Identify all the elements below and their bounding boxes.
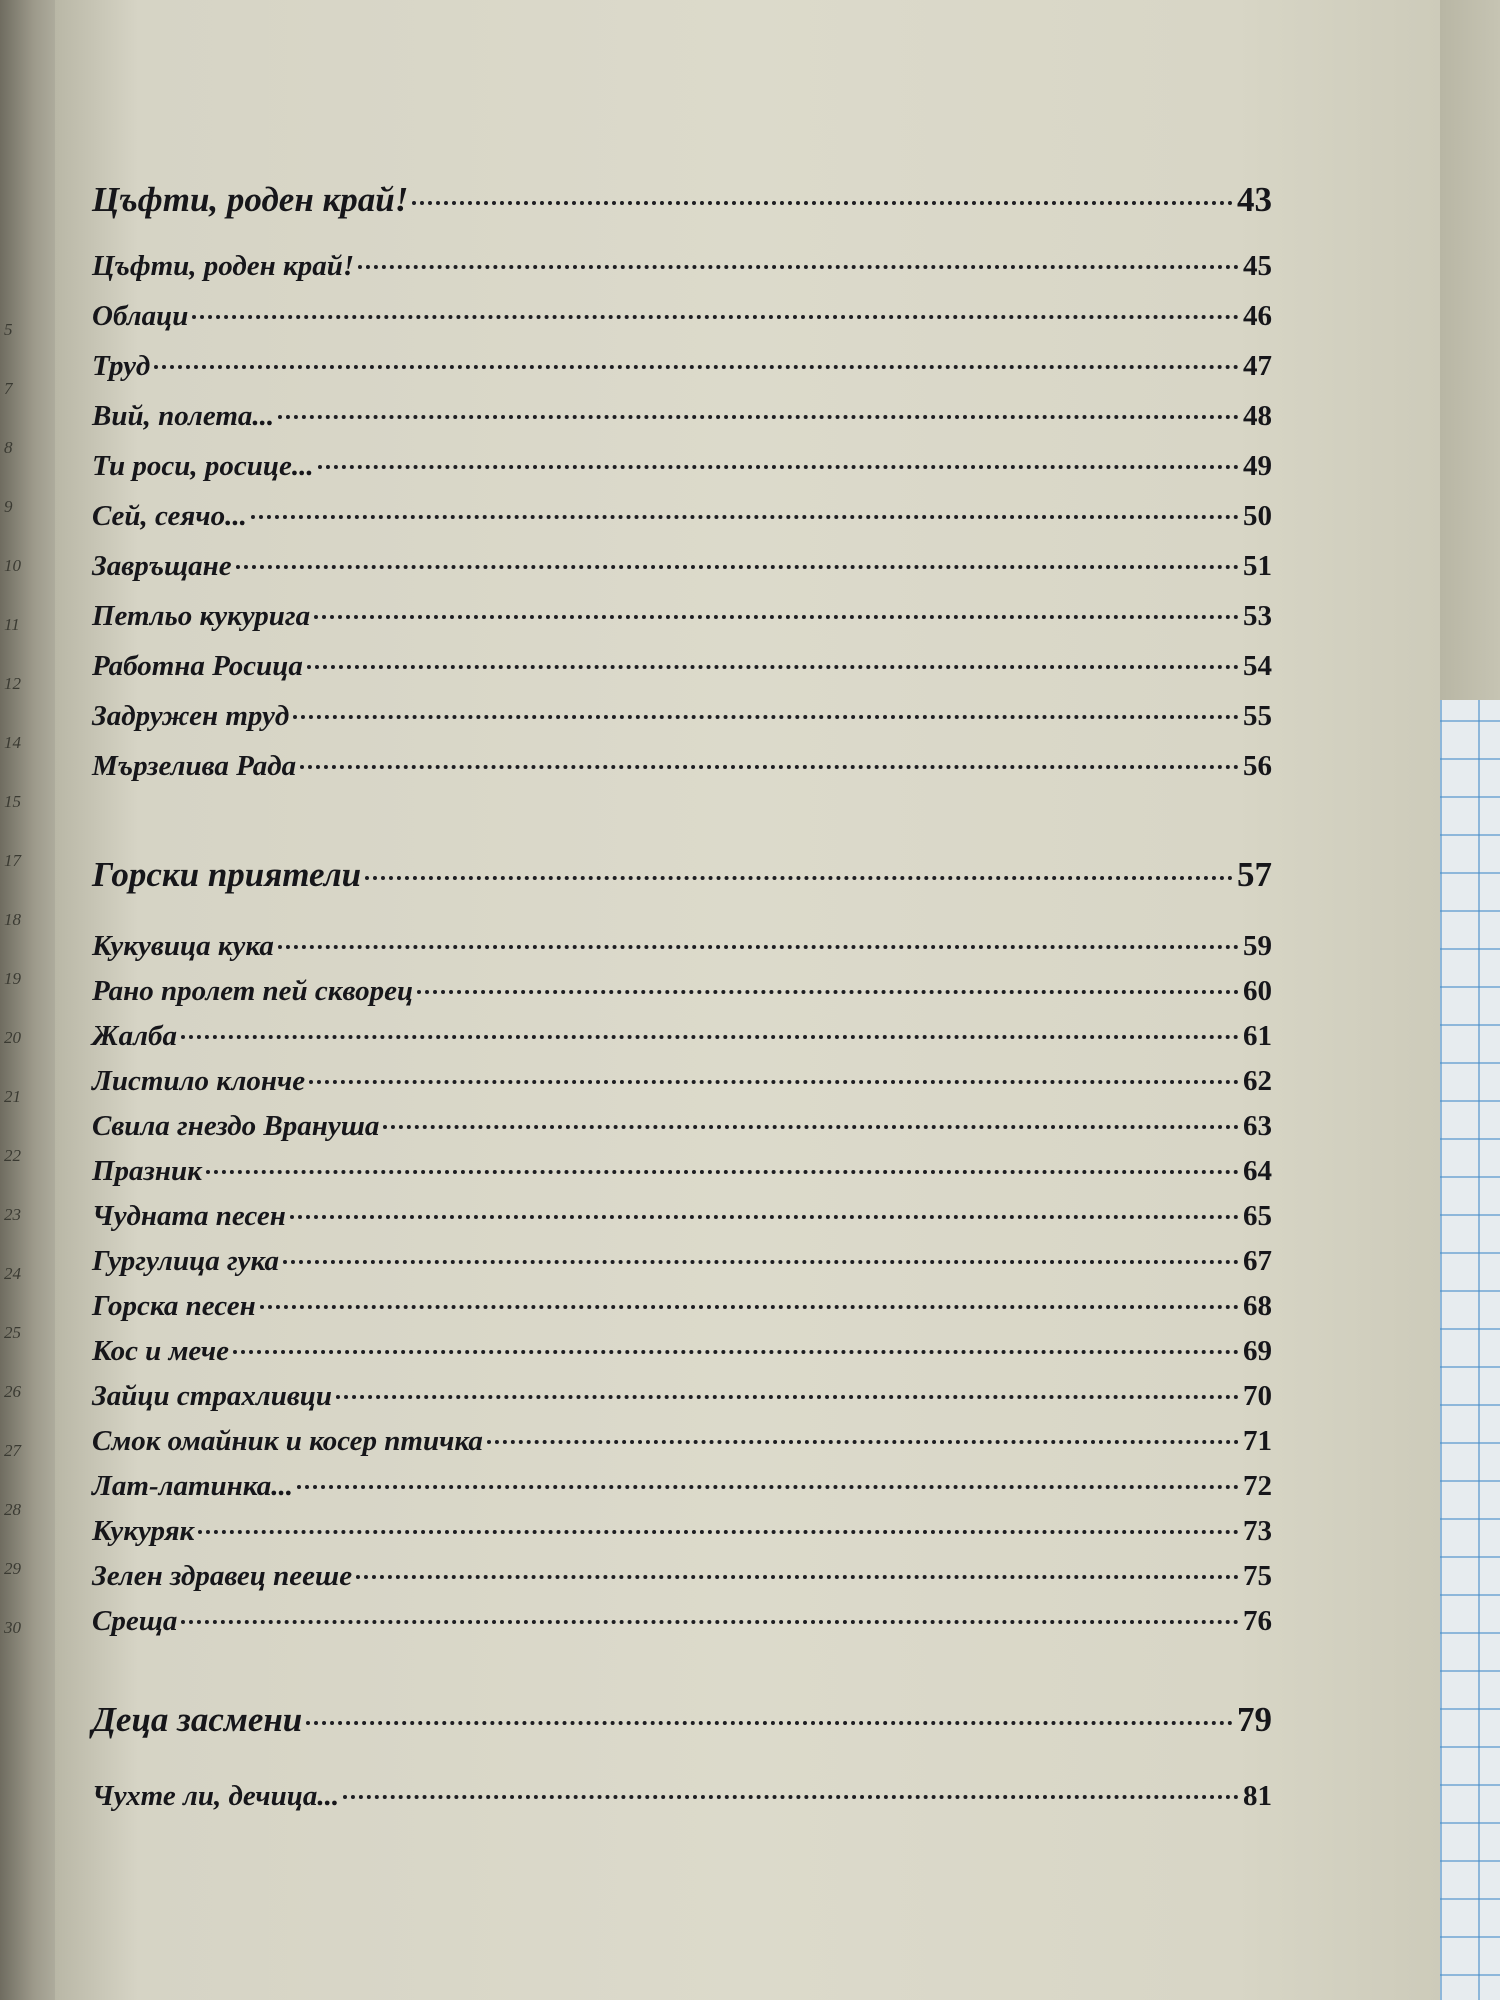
toc-entry-title: Задружен труд (92, 700, 290, 732)
dot-leader (198, 1530, 1239, 1534)
toc-entry (92, 1290, 1272, 1323)
toc-entry (92, 1110, 1272, 1143)
toc-entry-title: Чухте ли, дечица... (92, 1780, 340, 1812)
margin-number: 17 (4, 851, 21, 870)
toc-entry-title: Среща (92, 1605, 178, 1637)
margin-number: 23 (4, 1205, 21, 1224)
dot-leader (293, 715, 1239, 719)
toc-entry-page-number: 64 (1243, 1155, 1272, 1187)
dot-leader (314, 615, 1239, 619)
toc-entry (92, 975, 1272, 1008)
dot-leader (318, 465, 1239, 469)
dot-leader (306, 1721, 1233, 1725)
toc-entry-title: Мързелива Рада (92, 750, 297, 782)
margin-number: 22 (4, 1146, 21, 1165)
dot-leader (417, 990, 1239, 994)
dot-leader (181, 1620, 1239, 1624)
margin-number: 10 (4, 556, 21, 575)
toc-entry-title: Кукуряк (92, 1515, 195, 1547)
toc-entry-title: Сей, сеячо... (92, 500, 247, 532)
toc-entry-title: Завръщане (92, 550, 232, 582)
section-heading-page-number: 57 (1237, 855, 1272, 894)
dot-leader (309, 1080, 1239, 1084)
toc-entry-title: Празник (92, 1155, 202, 1187)
previous-page-numbers (0, 0, 40, 2000)
toc-entry-title: Лат-латинка... (92, 1470, 294, 1502)
toc-entry (92, 1560, 1272, 1593)
margin-number: 14 (4, 733, 21, 752)
section-heading (92, 180, 1272, 220)
dot-leader (192, 315, 1239, 319)
toc-entry (92, 750, 1272, 783)
toc-entry-page-number: 69 (1243, 1335, 1272, 1367)
dot-leader (412, 201, 1233, 205)
toc-entry-page-number: 55 (1243, 700, 1272, 732)
toc-entry-title: Работна Росица (92, 650, 303, 682)
margin-number: 20 (4, 1028, 21, 1047)
toc-entry-page-number: 46 (1243, 300, 1272, 332)
toc-entry-page-number: 51 (1243, 550, 1272, 582)
grid-paper-background (1440, 0, 1500, 2000)
toc-entry (92, 1780, 1272, 1813)
dot-leader (307, 665, 1239, 669)
toc-entry-title: Труд (92, 350, 151, 382)
margin-number: 29 (4, 1559, 21, 1578)
toc-entry-page-number: 68 (1243, 1290, 1272, 1322)
toc-entry-title: Цъфти, роден край! (92, 250, 355, 282)
dot-leader (336, 1395, 1239, 1399)
margin-number: 18 (4, 910, 21, 929)
toc-entry-title: Облаци (92, 300, 189, 332)
toc-entry-title: Смок омайник и косер птичка (92, 1425, 483, 1457)
dot-leader (290, 1215, 1239, 1219)
toc-entry (92, 350, 1272, 383)
toc-entry (92, 250, 1272, 283)
toc-entry-page-number: 65 (1243, 1200, 1272, 1232)
dot-leader (356, 1575, 1239, 1579)
dot-leader (233, 1350, 1239, 1354)
toc-entry (92, 500, 1272, 533)
toc-entry (92, 1065, 1272, 1098)
section-heading-title: Горски приятели (92, 855, 362, 894)
toc-entry-page-number: 73 (1243, 1515, 1272, 1547)
margin-number: 24 (4, 1264, 21, 1283)
toc-entry (92, 1425, 1272, 1458)
toc-entry (92, 700, 1272, 733)
toc-entry (92, 1155, 1272, 1188)
toc-entry (92, 450, 1272, 483)
toc-entry (92, 600, 1272, 633)
toc-entry (92, 1020, 1272, 1053)
section-heading-page-number: 43 (1237, 180, 1272, 219)
margin-number: 5 (4, 320, 13, 339)
toc-entry (92, 1515, 1272, 1548)
dot-leader (300, 765, 1239, 769)
toc-entry-page-number: 47 (1243, 350, 1272, 382)
toc-entry (92, 930, 1272, 963)
margin-number: 28 (4, 1500, 21, 1519)
toc-entry-title: Рано пролет пей скворец (92, 975, 414, 1007)
toc-entry-page-number: 67 (1243, 1245, 1272, 1277)
toc-entry-page-number: 70 (1243, 1380, 1272, 1412)
toc-entry-title: Листило клонче (92, 1065, 306, 1097)
margin-number: 8 (4, 438, 13, 457)
toc-entry-page-number: 71 (1243, 1425, 1272, 1457)
dot-leader (343, 1795, 1239, 1799)
toc-entry (92, 1335, 1272, 1368)
toc-entry (92, 1200, 1272, 1233)
toc-entry-title: Вий, полета... (92, 400, 275, 432)
margin-number: 11 (4, 615, 20, 634)
toc-entry-title: Кукувица кука (92, 930, 274, 962)
toc-entry-page-number: 75 (1243, 1560, 1272, 1592)
dot-leader (283, 1260, 1239, 1264)
toc-entry-page-number: 72 (1243, 1470, 1272, 1502)
toc-entry-title: Зайци страхливци (92, 1380, 333, 1412)
margin-number: 9 (4, 497, 13, 516)
toc-entry-page-number: 76 (1243, 1605, 1272, 1637)
toc-entry (92, 400, 1272, 433)
toc-entry-page-number: 50 (1243, 500, 1272, 532)
toc-entry-page-number: 48 (1243, 400, 1272, 432)
toc-entry-title: Петльо кукурига (92, 600, 311, 632)
dot-leader (487, 1440, 1239, 1444)
toc-entry-title: Свила гнездо Врануша (92, 1110, 380, 1142)
toc-entry-title: Гургулица гука (92, 1245, 279, 1277)
dot-leader (358, 265, 1239, 269)
toc-entry (92, 300, 1272, 333)
section-heading (92, 1700, 1272, 1740)
dot-leader (297, 1485, 1239, 1489)
toc-entry (92, 1380, 1272, 1413)
dot-leader (278, 415, 1239, 419)
section-heading-title: Деца засмени (92, 1700, 303, 1739)
margin-number: 30 (4, 1618, 21, 1637)
dot-leader (154, 365, 1239, 369)
margin-number: 15 (4, 792, 21, 811)
dot-leader (383, 1125, 1239, 1129)
toc-entry-page-number: 49 (1243, 450, 1272, 482)
section-heading-title: Цъфти, роден край! (92, 180, 409, 219)
margin-number: 25 (4, 1323, 21, 1342)
toc-entry-page-number: 45 (1243, 250, 1272, 282)
toc-entry-title: Чудната песен (92, 1200, 286, 1232)
toc-entry (92, 550, 1272, 583)
toc-entry (92, 650, 1272, 683)
dot-leader (260, 1305, 1239, 1309)
section-heading (92, 855, 1272, 895)
dot-leader (181, 1035, 1239, 1039)
dot-leader (206, 1170, 1239, 1174)
toc-entry-page-number: 53 (1243, 600, 1272, 632)
toc-entry (92, 1605, 1272, 1638)
margin-number: 27 (4, 1441, 21, 1460)
margin-number: 19 (4, 969, 21, 988)
section-heading-page-number: 79 (1237, 1700, 1272, 1739)
dot-leader (251, 515, 1239, 519)
toc-entry-title: Ти роси, росице... (92, 450, 314, 482)
toc-entry-title: Кос и мече (92, 1335, 230, 1367)
toc-entry (92, 1245, 1272, 1278)
toc-entry-page-number: 61 (1243, 1020, 1272, 1052)
margin-number: 26 (4, 1382, 21, 1401)
toc-entry (92, 1470, 1272, 1503)
margin-number: 7 (4, 379, 13, 398)
toc-entry-page-number: 54 (1243, 650, 1272, 682)
table-of-contents (92, 0, 1272, 2000)
toc-entry-page-number: 59 (1243, 930, 1272, 962)
toc-entry-title: Жалба (92, 1020, 177, 1052)
margin-number: 12 (4, 674, 21, 693)
toc-entry-page-number: 81 (1243, 1780, 1272, 1812)
dot-leader (278, 945, 1239, 949)
margin-number: 21 (4, 1087, 21, 1106)
toc-entry-page-number: 63 (1243, 1110, 1272, 1142)
toc-entry-title: Зелен здравец пееше (92, 1560, 353, 1592)
toc-entry-title: Горска песен (92, 1290, 256, 1322)
dot-leader (236, 565, 1239, 569)
dot-leader (365, 876, 1233, 880)
toc-entry-page-number: 60 (1243, 975, 1272, 1007)
toc-entry-page-number: 56 (1243, 750, 1272, 782)
toc-entry-page-number: 62 (1243, 1065, 1272, 1097)
